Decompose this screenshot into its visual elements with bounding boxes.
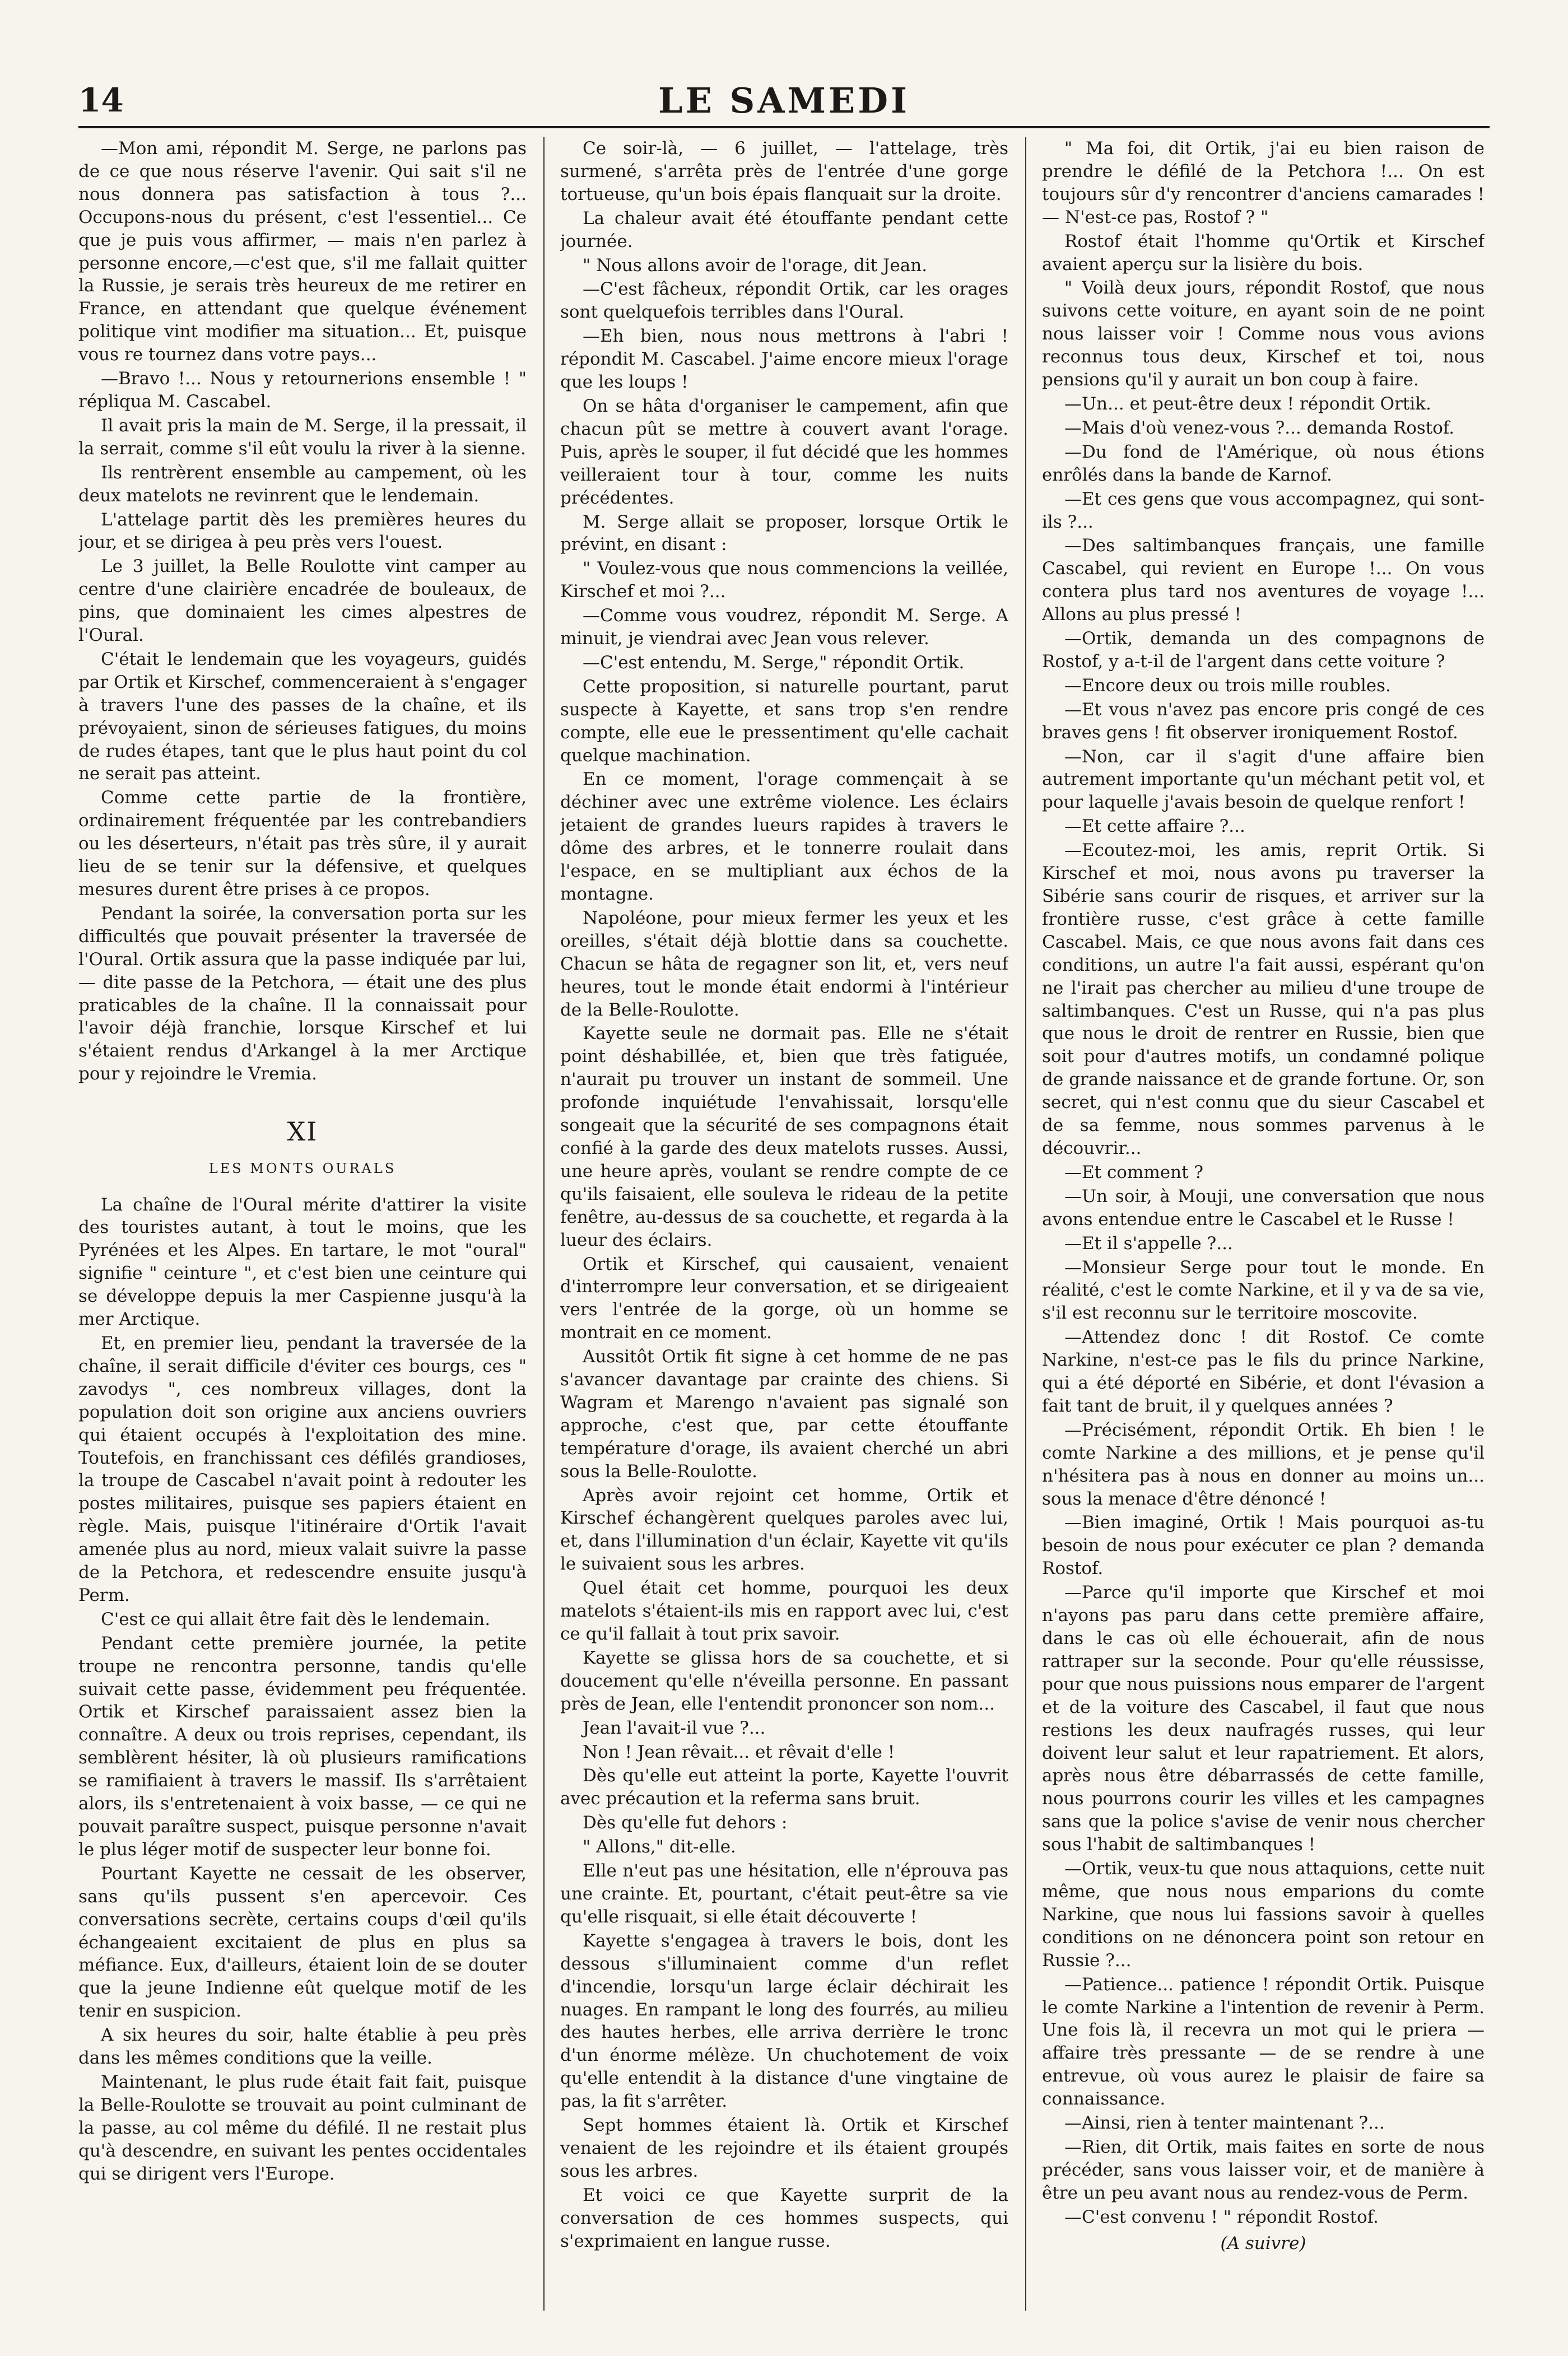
paragraph: —Et cette affaire ?... [1064,816,1245,837]
paragraph: Kayette s'engagea à travers le bois, dont les dessous s'illuminaient comme d'un reflet d'incendie, lorsqu'un large éclair déchirait les nuages. En rampant le long des fourrés, au milieu des hautes herbes, elle arriva derrière le tronc d'un énorme mélèze. Un chuchotement de voix qu'elle entendit à la distance d'une vingtaine de pas, la fit s'arrêter. [560,1930,1008,2112]
paragraph: Quel était cet homme, pourquoi les deux matelots s'étaient-ils mis en rapport avec lui, c'est ce qu'il fallait à tout prix savoir. [560,1578,1008,1644]
paragraph: —Encore deux ou trois mille roubles. [1064,675,1391,696]
paragraph: Jean l'avait-il vue ?... [583,1717,766,1738]
paragraph: —Eh bien, nous nous mettrons à l'abri ! répondit M. Cascabel. J'aime encore mieux l'orage que les loups ! [560,326,1008,393]
paragraph: —Comme vous voudrez, répondit M. Serge. A minuit, je viendrai avec Jean vous relever. [560,606,1008,649]
paragraph: M. Serge allait se proposer, lorsque Ortik le prévint, en disant : [560,511,1008,555]
paragraph: On se hâta d'organiser le campement, afin que chacun pût se mettre à couvert avant l'orage. Puis, après le souper, il fut décidé que les hommes veilleraient tour à tour, comme les nuits précédentes. [560,395,1008,508]
paragraph: —Des saltimbanques français, une famille Cascabel, qui revient en Europe !... On vous contera plus tard nos aventures de voyage !... Allons au plus pressé ! [1042,536,1485,625]
paragraph: —C'est fâcheux, répondit Ortik, car les orages sont quelquefois terribles dans l'Oural. [560,279,1008,323]
paragraph: —Patience... patience ! répondit Ortik. Puisque le comte Narkine a l'intention de revenir à Perm. Une fois là, il recevra un mot qui le priera — affaire très pressante — de se rendre à une entrevue, où vous aurez le plaisir de faire sa connaissance. [1042,1974,1485,2110]
paragraph: Elle n'eut pas une hésitation, elle n'éprouva pas une crainte. Et, pourtant, c'était peut-être sa vie qu'elle risquait, si elle était découverte ! [560,1861,1008,1927]
column-divider [1025,137,1026,2311]
paragraph: Aussitôt Ortik fit signe à cet homme de ne pas s'avancer davantage par crainte des chiens. Si Wagram et Marengo n'avaient pas signalé son approche, c'est que, par cette étouffante température d'orage, ils avaient cherché un abri sous la Belle-Roulotte. [560,1347,1008,1482]
to-be-continued: (A suivre) [1220,2233,1306,2253]
paragraph: —Bien imaginé, Ortik ! Mais pourquoi as-tu besoin de nous pour exécuter ce plan ? demanda Rostof. [1042,1512,1485,1579]
paragraph: —Et vous n'avez pas encore pris congé de ces braves gens ! fit observer ironiquement Rostof. [1042,699,1485,743]
paragraph: —Mais d'où venez-vous ?... demanda Rostof. [1064,417,1455,438]
paragraph: —Et comment ? [1064,1162,1203,1182]
paragraph: C'est ce qui allait être fait dès le lendemain. [101,1609,491,1629]
paragraph: Maintenant, le plus rude était fait fait, puisque la Belle-Roulotte se trouvait au point culminant de la passe, au col même du défilé. Il ne restait plus qu'à descendre, en suivant les pentes occidentales qui se dirigent vers l'Europe. [78,2071,527,2184]
paragraph: —Ainsi, rien à tenter maintenant ?... [1064,2113,1385,2134]
paragraph: " Nous allons avoir de l'orage, dit Jean. [583,255,928,276]
page-header [78,64,1490,126]
paragraph: Le 3 juillet, la Belle Roulotte vint camper au centre d'une clairière encadrée de bouleaux, de pins, que dominaient les cimes alpestres de l'Oural. [78,556,527,646]
column-1 [78,137,527,2322]
paragraph: Dès qu'elle fut dehors : [583,1813,788,1833]
paragraph: Et voici ce que Kayette surprit de la conversation de ces hommes suspects, qui s'exprimaient en langue russe. [560,2185,1008,2251]
paragraph: Kayette se glissa hors de sa couchette, et si doucement qu'elle n'éveilla personne. En passant près de Jean, elle l'entendit prononcer son nom... [560,1647,1008,1714]
paragraph: Pourtant Kayette ne cessait de les observer, sans qu'ils pussent s'en apercevoir. Ces conversations secrète, certains coups d'œil qu'ils échangeaient excitaient de plus en plus sa méfiance. Eux, d'ailleurs, étaient loin de se douter que la jeune Indienne eût quelque motif de les tenir en suspicion. [78,1863,527,2022]
paragraph: Non ! Jean rêvait... et rêvait d'elle ! [583,1742,895,1762]
column-3-paragraphs [1042,137,1485,2229]
paragraph: —Ecoutez-moi, les amis, reprit Ortik. Si Kirschef et moi, nous avons pu traverser la Sibérie sans courir de risques, et arriver sur la frontière russe, c'est grâce à cette famille Cascabel. Mais, ce que nous avons fait dans ces conditions, un autre l'a fait aussi, espérant qu'on ne l'irait pas chercher au milieu d'une troupe de saltimbanques. C'est un Russe, qui n'a pas plus que nous le droit de rentrer en Russie, bien que soit pour d'autres motifs, un condamné polique de grande naissance et de grande fortune. Or, son secret, qui n'est connu que du sieur Cascabel et de sa femme, nous sommes parvenus à le découvrir... [1042,840,1485,1158]
paragraph: —Mon ami, répondit M. Serge, ne parlons pas de ce que nous réserve l'avenir. Qui sait s'il ne nous donnera pas satisfaction à tous ?... Occupons-nous du présent, c'est l'essentiel... Ce que je puis vous affirmer, — mais n'en parlez à personne encore,—c'est que, s'il me fallait quitter la Russie, je serais très heureux de me retirer en France, en attendant que quelque événement politique vint modifier ma situation... Et, puisque vous re tournez dans votre pays... [78,138,527,365]
paragraph: A six heures du soir, halte établie à peu près dans les mêmes conditions que la veille. [78,2025,527,2069]
column-3 [1042,137,1485,2322]
paragraph: —Ortik, veux-tu que nous attaquions, cette nuit même, que nous nous emparions du comte Narkine, que nous lui fassions savoir à quelles conditions on ne dénoncera point son retour en Russie ?... [1042,1859,1485,1971]
paragraph: Napoléone, pour mieux fermer les yeux et les oreilles, s'était déjà blottie dans sa couchette. Chacun se hâta de regagner son lit, et, vers neuf heures, tout le monde était endormi à l'intérieur de la Belle-Roulotte. [560,907,1008,1020]
paragraph: —Monsieur Serge pour tout le monde. En réalité, c'est le comte Narkine, et il y va de sa vie, s'il est reconnu sur le territoire moscovite. [1042,1257,1485,1324]
paragraph: En ce moment, l'orage commençait à se déchiner avec une extrême violence. Les éclairs jetaient de grandes lueurs rapides à travers le dôme des arbres, et le tonnerre roulait dans l'espace, en se multipliant aux échos de la montagne. [560,769,1008,904]
paragraph: Sept hommes étaient là. Ortik et Kirschef venaient de les rejoindre et ils étaient groupés sous les arbres. [560,2115,1008,2181]
paragraph: —Rien, dit Ortik, mais faites en sorte de nous précéder, sans vous laisser voir, et de manière à être un peu avant nous au rendez-vous de Perm. [1042,2136,1485,2203]
chapter-title: LES MONTS OURALS [208,1160,397,1176]
column-2 [560,137,1008,2322]
paragraph: Ortik et Kirschef, qui causaient, venaient d'interrompre leur conversation, et se dirigeaient vers l'entrée de la gorge, où un homme se montrait en ce moment. [560,1254,1008,1343]
paragraph: L'attelage partit dès les premières heures du jour, et se dirigea à peu près vers l'ouest. [78,509,527,553]
paragraph: —Et ces gens que vous accompagnez, qui sont-ils ?... [1042,488,1485,532]
chapter-number: XI [287,1116,318,1147]
paragraph: Il avait pris la main de M. Serge, il la pressait, il la serrait, comme s'il eût voulu la river à la sienne. [78,415,527,459]
paragraph: —Et il s'appelle ?... [1064,1233,1233,1254]
paragraph: La chaîne de l'Oural mérite d'attirer la visite des touristes autant, à tout le moins, que les Pyrénées et les Alpes. En tartare, le mot "oural" signifie " ceinture ", et c'est bien une ceinture qui se développe depuis la mer Caspienne jusqu'à la mer Arctique. [78,1194,527,1330]
page-number: 14 [78,81,124,119]
paragraph: —Un... et peut-être deux ! répondit Ortik. [1064,393,1431,414]
paragraph: Pendant cette première journée, la petite troupe ne rencontra personne, tandis qu'elle suivait cette passe, évidemment peu fréquentée. Ortik et Kirschef paraissaient assez bien la connaître. A deux ou trois reprises, cependant, ils semblèrent hésiter, là où plusieurs ramifications se ramifiaient à travers le massif. Ils s'arrêtaient alors, ils s'entretenaient à voix basse, — ce qui ne pouvait paraître suspect, puisque personne n'avait le plus léger motif de suspecter leur bonne foi. [78,1633,527,1860]
journal-title: LE SAMEDI [658,80,910,121]
paragraph: Comme cette partie de la frontière, ordinairement fréquentée par les contrebandiers ou les déserteurs, n'était pas très sûre, il y aurait lieu de se tenir sur la défensive, et quelques mesures durent être prises à ce propos. [78,788,527,900]
paragraph: Ils rentrèrent ensemble au campement, où les deux matelots ne revinrent que le lendemain. [78,462,527,506]
paragraph: Ce soir-là, — 6 juillet, — l'attelage, très surmené, s'arrêta près de l'entrée d'une gorge tortueuse, qu'un bois épais flanquait sur la droite. [560,138,1008,204]
paragraph: —Parce qu'il importe que Kirschef et moi n'ayons pas paru dans cette première affaire, dans le cas où elle échouerait, afin de nous rattraper sur la seconde. Pour qu'elle réussisse, pour que nous puissions nous emparer de l'argent et de la voiture des Cascabel, il faut que nous restions les deux naufragés russes, qui leur doivent leur salut et leur rapatriement. Et alors, après nous être débarrassés de cette famille, nous pourrons courir les villes et les campagnes sans que la police s'avise de venir nous chercher sous l'habit de saltimbanques ! [1042,1582,1485,1855]
paragraph: Après avoir rejoint cet homme, Ortik et Kirschef échangèrent quelques paroles avec lui, et, dans l'illumination d'un éclair, Kayette vit qu'ils le suivaient sous les arbres. [560,1485,1008,1575]
paragraph: " Voulez-vous que nous commencions la veillée, Kirschef et moi ?... [560,558,1008,602]
column-divider [543,137,545,2311]
paragraph: —Non, car il s'agit d'une affaire bien autrement importante qu'un méchant petit vol, et pour laquelle j'avais besoin de quelque renfort ! [1042,746,1485,813]
paragraph: La chaleur avait été étouffante pendant cette journée. [560,208,1008,252]
paragraph: —C'est convenu ! " répondit Rostof. [1064,2206,1379,2227]
paragraph: Cette proposition, si naturelle pourtant, parut suspecte à Kayette, et sans trop s'en rendre compte, elle eue le pressentiment qu'elle cachait quelque machination. [560,676,1008,766]
paragraph: —Du fond de l'Amérique, où nous étions enrôlés dans la bande de Karnof. [1042,441,1485,485]
header-rule [78,126,1490,128]
paragraph: —Ortik, demanda un des compagnons de Rostof, y a-t-il de l'argent dans cette voiture ? [1042,628,1485,672]
paragraph: Kayette seule ne dormait pas. Elle ne s'était point déshabillée, et, bien que très fatiguée, n'aurait pu trouver un instant de sommeil. Une profonde inquiétude l'envahissait, lorsqu'elle songeait que la sécurité de ses compagnons était confié à la garde des deux matelots russes. Aussi, une heure après, voulant se rendre compte de ce qu'ils faisaient, elle souleva le rideau de la petite fenêtre, au-dessus de sa couchette, et regarda à la lueur des éclairs. [560,1023,1008,1250]
paragraph: " Allons," dit-elle. [583,1837,736,1857]
column-1-paragraphs [78,137,527,1086]
column-1-chapter-paragraphs [78,1194,527,2186]
paragraph: Rostof était l'homme qu'Ortik et Kirschef avaient aperçu sur la lisière du bois. [1042,231,1485,274]
paragraph: —Attendez donc ! dit Rostof. Ce comte Narkine, n'est-ce pas le fils du prince Narkine, qui a été déporté en Sibérie, et dont l'évasion a fait tant de bruit, il y quelques années ? [1042,1327,1485,1416]
paragraph: —Précisément, répondit Ortik. Eh bien ! le comte Narkine a des millions, et je pense qu'il n'hésitera pas à nous en donner au moins un... sous la menace d'être dénoncé ! [1042,1419,1485,1509]
paragraph: Et, en premier lieu, pendant la traversée de la chaîne, il serait difficile d'éviter ces bourgs, ces " zavodys ", ces nombreux villages, dont la population doit son origine aux anciens ouvriers qui étaient occupés à l'exploitation des mine. Toutefois, en franchissant ces défilés grandioses, la troupe de Cascabel n'avait point à redouter les postes militaires, puisque ses papiers étaient en règle. Mais, puisque l'itinéraire d'Ortik l'avait amenée plus au nord, mieux valait suivre la passe de la Petchora, et redescendre ensuite jusqu'à Perm. [78,1333,527,1605]
paragraph: C'était le lendemain que les voyageurs, guidés par Ortik et Kirschef, commenceraient à s'engager à travers l'une des passes de la chaîne, et ils prévoyaient, sinon de sérieuses fatigues, du moins de rudes étapes, tant que le plus haut point du col ne serait pas atteint. [78,649,527,784]
paragraph: " Voilà deux jours, répondit Rostof, que nous suivons cette voiture, en ayant soin de ne point nous laisser voir ! Comme nous vous avions reconnus tous deux, Kirschef et toi, nous pensions qu'il y aurait un bon coup à faire. [1042,278,1485,390]
paragraph: " Ma foi, dit Ortik, j'ai eu bien raison de prendre le défilé de la Petchora !... On est toujours sûr d'y rencontrer d'anciens camarades ! — N'est-ce pas, Rostof ? " [1042,138,1485,227]
column-2-paragraphs [560,137,1008,2252]
paragraph: —Un soir, à Mouji, une conversation que nous avons entendue entre le Cascabel et le Russe ! [1042,1186,1485,1230]
paragraph: —C'est entendu, M. Serge," répondit Ortik. [583,652,965,673]
paragraph: Pendant la soirée, la conversation porta sur les difficultés que pouvait présenter la traversée de l'Oural. Ortik assura que la passe indiquée par lui, — dite passe de la Petchora, — était une des plus praticables de la chaîne. Il la connaissait pour l'avoir déjà franchie, lorsque Kirschef et lui s'étaient rendus d'Arkangel à la mer Arctique pour y rejoindre le Vremia. [78,903,527,1084]
paragraph: Dès qu'elle eut atteint la porte, Kayette l'ouvrit avec précaution et la referma sans bruit. [560,1766,1008,1809]
paragraph: —Bravo !... Nous y retournerions ensemble ! " répliqua M. Cascabel. [78,369,527,412]
